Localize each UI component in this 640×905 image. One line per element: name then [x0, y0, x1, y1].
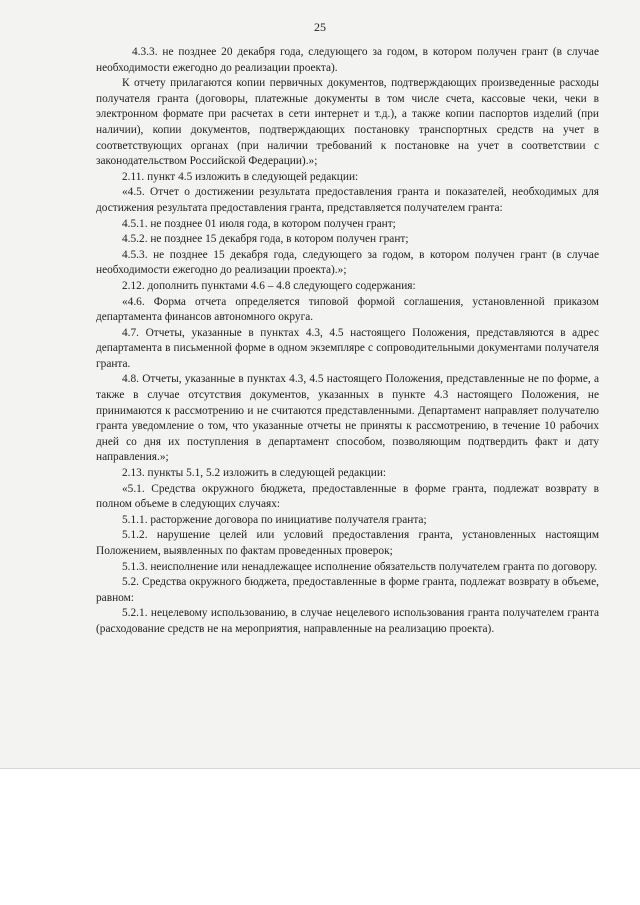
paragraph-5-2: 5.2. Средства окружного бюджета, предоставленные в форме гранта, подлежат возврату в объеме, равном:	[96, 576, 599, 604]
paragraph-2-12: 2.12. дополнить пунктами 4.6 – 4.8 следующего содержания:	[122, 279, 416, 292]
document-body	[96, 45, 599, 638]
paragraph-5-2-1: 5.2.1. нецелевому использованию, в случае нецелевого использования гранта получателем гранта (расходование средств не на мероприятия, направленные на реализацию проекта).	[96, 607, 599, 635]
paragraph-5-1: «5.1. Средства окружного бюджета, предоставленные в форме гранта, подлежат возврату в полном объеме в следующих случаях:	[96, 482, 599, 511]
paragraph-5-1-2: 5.1.2. нарушение целей или условий предоставления гранта, установленных настоящим Положением, выявленных по фактам проведенных проверок;	[96, 529, 599, 557]
paragraph-attachments: К отчету прилагаются копии первичных документов, подтверждающих произведенные расходы получателя гранта (договоры, платежные документы в том числе счета, кассовые чеки, чеки в электронном формате при расчетах в сети интернет и т.д.), а также копии паспортов изделий (при наличии), копии документов, подтверждающих постановку транспортных средств на учет в соответствующих органах (при наличии требований к постановке на учет в соответствии с законодательством Российской Федерации).»;	[96, 77, 599, 168]
paragraph-2-13: 2.13. пункты 5.1, 5.2 изложить в следующей редакции:	[122, 467, 387, 480]
paragraph-4-6: «4.6. Форма отчета определяется типовой формой соглашения, установленной приказом департамента финансов автономного округа.	[96, 295, 599, 324]
paragraph-4-5-1: 4.5.1. не позднее 01 июля года, в котором получен грант;	[122, 217, 396, 230]
page-number: 25	[314, 20, 326, 34]
paragraph-2-11: 2.11. пункт 4.5 изложить в следующей редакции:	[122, 170, 359, 183]
paragraph-5-1-3: 5.1.3. неисполнение или ненадлежащее исполнение обязательств получателем гранта по договору.	[122, 560, 598, 573]
paragraph-4-5-2: 4.5.2. не позднее 15 декабря года, в котором получен грант;	[122, 233, 409, 246]
paragraph-4-8: 4.8. Отчеты, указанные в пунктах 4.3, 4.5 настоящего Положения, представленные не по форме, а также в случае отсутствия документов, указанных в пункте 4.3 настоящего Положения, не принимаются к рассмотрению и не считаются представленными. Департамент направляет получателю гранта уведомление о том, что указанные отчеты не приняты к рассмотрению, в течение 10 рабочих дней со дня их поступления в департамент способом, позволяющим подтвердить факт и дату направления.»;	[96, 373, 599, 464]
paragraph-4-5: «4.5. Отчет о достижении результата предоставления гранта и показателей, необходимых для достижения результата предоставления гранта, представляется получателем гранта:	[96, 186, 599, 214]
paragraph-4-5-3: 4.5.3. не позднее 15 декабря года, следующего за годом, в котором получен грант (в случае необходимости ежегодно до реализации проекта).»;	[96, 248, 599, 277]
paragraph-4-7: 4.7. Отчеты, указанные в пунктах 4.3, 4.5 настоящего Положения, представляются в адрес департамента в письменной форме в одном экземпляре с сопроводительными документами получателя гранта.	[96, 326, 599, 370]
paragraph-4-3-3: 4.3.3. не позднее 20 декабря года, следующего за годом, в котором получен грант (в случае необходимости ежегодно до реализации проекта).	[96, 46, 599, 74]
paragraph-5-1-1: 5.1.1. расторжение договора по инициативе получателя гранта;	[122, 513, 427, 526]
